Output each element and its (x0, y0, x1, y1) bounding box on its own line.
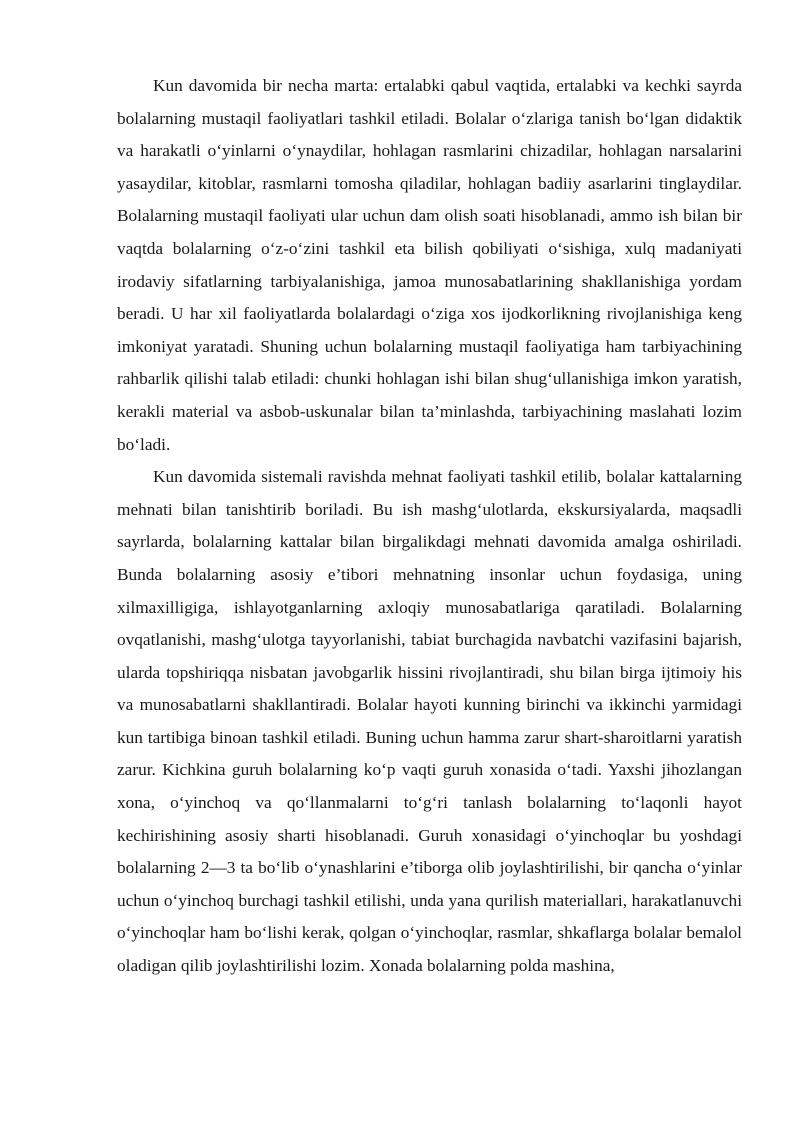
body-paragraph-1: Kun davomida bir necha marta: ertalabki qabul vaqtida, ertalabki va kechki sayrda bolalarning mustaqil faoliyatlari tashkil etiladi. Bolalar o‘zlariga tanish bo‘lgan didaktik va harakatli o‘yinlarni o‘ynaydilar, hohlagan rasmlarini chizadilar, hohlagan narsalarini yasaydilar, kitoblar, rasmlarni tomosha qiladilar, hohlagan badiiy asarlarini tinglaydilar. Bolalarning mustaqil faoliyati ular uchun dam olish soati hisoblanadi, ammo ish bilan bir vaqtda bolalarning o‘z-o‘zini tashkil eta bilish qobiliyati o‘sishiga, xulq madaniyati irodaviy sifatlarning tarbiyalanishiga, jamoa munosabatlarining shakllanishiga yordam beradi. U har xil faoliyatlarda bolalardagi o‘ziga xos ijodkorlikning rivojlanishiga keng imkoniyat yaratadi. Shuning uchun bolalarning mustaqil faoliyatiga ham tarbiyachining rahbarlik qilishi talab etiladi: chunki hohlagan ishi bilan shug‘ullanishiga imkon yaratish, kerakli material va asbob-uskunalar bilan ta’minlashda, tarbiyachining maslahati lozim bo‘ladi. (117, 76, 742, 454)
body-paragraph-2: Kun davomida sistemali ravishda mehnat faoliyati tashkil etilib, bolalar kattalarning mehnati bilan tanishtirib boriladi. Bu ish mashg‘ulotlarda, ekskursiyalarda, maqsadli sayrlarda, bolalarning kattalar bilan birgalikdagi mehnati davomida amalga oshiriladi. Bunda bolalarning asosiy e’tibori mehnatning insonlar uchun foydasiga, uning xilmaxilligiga, ishlayotganlarning axloqiy munosabatlariga qaratiladi. Bolalarning ovqatlanishi, mashg‘ulotga tayyorlanishi, tabiat burchagida navbatchi vazifasini bajarish, ularda topshiriqqa nisbatan javobgarlik hissini rivojlantiradi, shu bilan birga ijtimoiy his va munosabatlarni shakllantiradi. Bolalar hayoti kunning birinchi va ikkinchi yarmidagi kun tartibiga binoan tashkil etiladi. Buning uchun hamma zarur shart-sharoitlarni yaratish zarur. Kichkina guruh bolalarning ko‘p vaqti guruh xonasida o‘tadi. Yaxshi jihozlangan xona, o‘yinchoq va qo‘llanmalarni to‘g‘ri tanlash bolalarning to‘laqonli hayot kechirishining asosiy sharti hisoblanadi. Guruh xonasidagi o‘yinchoqlar bu yoshdagi bolalarning 2—3 ta bo‘lib o‘ynashlarini e’tiborga olib joylashtirilishi, bir qancha o‘yinlar uchun o‘yinchoq burchagi tashkil etilishi, unda yana qurilish materiallari, harakatlanuvchi o‘yinchoqlar ham bo‘lishi kerak, qolgan o‘yinchoqlar, rasmlar, shkaflarga bolalar bemalol oladigan qilib joylashtirilishi lozim. Xonada bolalarning polda mashina, (117, 467, 742, 976)
